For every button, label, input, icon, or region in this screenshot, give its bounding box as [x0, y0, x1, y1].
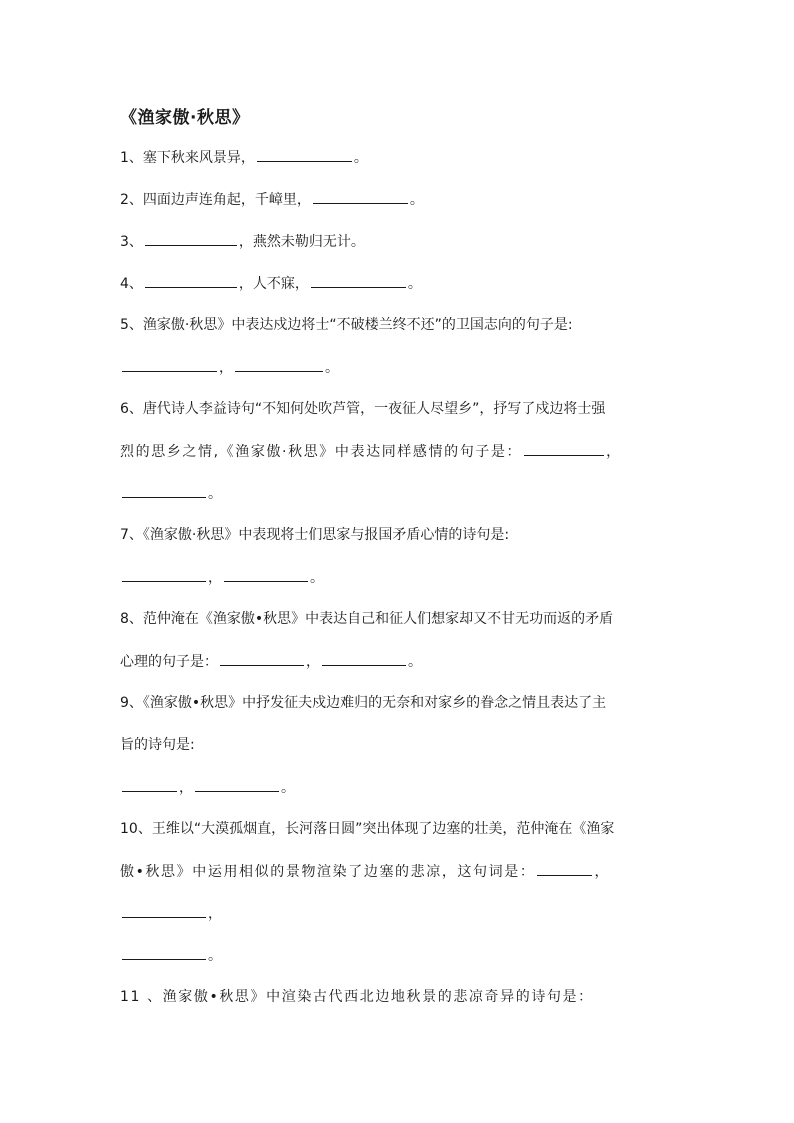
- question-text: 5、渔家傲·秋思》中表达戍边将士“不破楼兰终不还”的卫国志向的句子是:: [120, 317, 573, 333]
- answer-blank[interactable]: [122, 567, 206, 582]
- question-4: [120, 273, 422, 294]
- answer-blank[interactable]: [524, 441, 604, 456]
- question-text: 10、王维以“大漠孤烟直，长河落日圆”突出体现了边塞的壮美，范仲淹在《渔家: [120, 821, 615, 837]
- question-text: 9、《渔家傲•秋思》中抒发征夫戍边难归的无奈和对家乡的眷念之情且表达了主: [120, 695, 607, 711]
- question-8: [120, 609, 613, 629]
- answer-blank[interactable]: [235, 357, 323, 372]
- question-text: 烈的思乡之情,《渔家傲·秋思》中表达同样感情的句子是：: [120, 444, 523, 460]
- question-10-line-4: [120, 945, 222, 966]
- question-6: [120, 399, 605, 419]
- answer-blank[interactable]: [145, 231, 237, 246]
- question-text: 。: [208, 948, 222, 964]
- question-text: 2、四面边声连角起，千嶂里，: [120, 192, 311, 208]
- answer-blank[interactable]: [122, 357, 217, 372]
- question-text: 3、: [120, 234, 143, 250]
- question-text: ，: [606, 444, 622, 460]
- question-text: ，: [179, 780, 193, 796]
- question-text: 。: [408, 654, 422, 670]
- question-text: 4、: [120, 276, 143, 292]
- question-text: ，: [594, 864, 611, 880]
- question-text: ，燕然未勒归无计。: [238, 234, 365, 250]
- answer-blank[interactable]: [224, 567, 308, 582]
- question-10-line-2: [120, 861, 610, 882]
- question-10-line-3: [120, 903, 222, 924]
- question-text: 11 、渔家傲•秋思》中渲染古代西北边地秋景的悲凉奇异的诗句是：: [120, 989, 594, 1005]
- question-text: 6、唐代诗人李益诗句“不知何处吹芦管，一夜征人尽望乡”，抒写了戍边将士强: [120, 401, 606, 417]
- question-text: ，人不寐，: [238, 276, 309, 292]
- question-2: [120, 189, 424, 210]
- question-6-line-2: [120, 441, 622, 462]
- question-11: [120, 987, 594, 1007]
- question-1: [120, 147, 368, 168]
- question-9-line-2: [120, 735, 195, 755]
- question-text: 。: [208, 486, 222, 502]
- answer-blank[interactable]: [122, 483, 206, 498]
- answer-blank[interactable]: [122, 903, 206, 918]
- question-5-answer-line: [120, 357, 339, 378]
- answer-blank[interactable]: [220, 651, 304, 666]
- question-text: 。: [407, 276, 422, 292]
- question-text: ，: [306, 654, 320, 670]
- question-text: 旨的诗句是:: [120, 737, 195, 753]
- question-text: 8、范仲淹在《渔家傲•秋思》中表达自己和征人们想家却又不甘无功而返的矛盾: [120, 611, 614, 627]
- question-text: 。: [310, 570, 324, 586]
- question-9: [120, 693, 606, 713]
- answer-blank[interactable]: [313, 189, 408, 204]
- question-text: 1、塞下秋来风景异，: [120, 150, 255, 166]
- question-9-answer-line: [120, 777, 295, 798]
- question-text: ，: [219, 360, 233, 376]
- worksheet-title: 《渔家傲·秋思》: [120, 108, 250, 128]
- question-8-line-2: [120, 651, 422, 672]
- question-text: ，: [208, 906, 222, 922]
- answer-blank[interactable]: [257, 147, 352, 162]
- answer-blank[interactable]: [195, 777, 279, 792]
- question-text: 7、《渔家傲·秋思》中表现将士们思家与报国矛盾心情的诗句是:: [120, 527, 510, 543]
- answer-blank[interactable]: [322, 651, 406, 666]
- answer-blank[interactable]: [122, 777, 177, 792]
- question-3: [120, 231, 365, 252]
- question-5: [120, 315, 573, 335]
- answer-blank[interactable]: [537, 861, 592, 876]
- question-text: 。: [409, 192, 424, 208]
- answer-blank[interactable]: [145, 273, 237, 288]
- question-text: 。: [353, 150, 368, 166]
- answer-blank[interactable]: [311, 273, 406, 288]
- question-text: ，: [208, 570, 222, 586]
- question-text: 。: [325, 360, 339, 376]
- answer-blank[interactable]: [122, 945, 206, 960]
- question-text: 。: [281, 780, 295, 796]
- question-7-answer-line: [120, 567, 324, 588]
- question-text: 心理的句子是：: [120, 654, 218, 670]
- question-text: 傲•秋思》中运用相似的景物渲染了边塞的悲凉，这句词是：: [120, 864, 536, 880]
- question-6-line-3: [120, 483, 222, 504]
- question-10: [120, 819, 614, 839]
- question-7: [120, 525, 509, 545]
